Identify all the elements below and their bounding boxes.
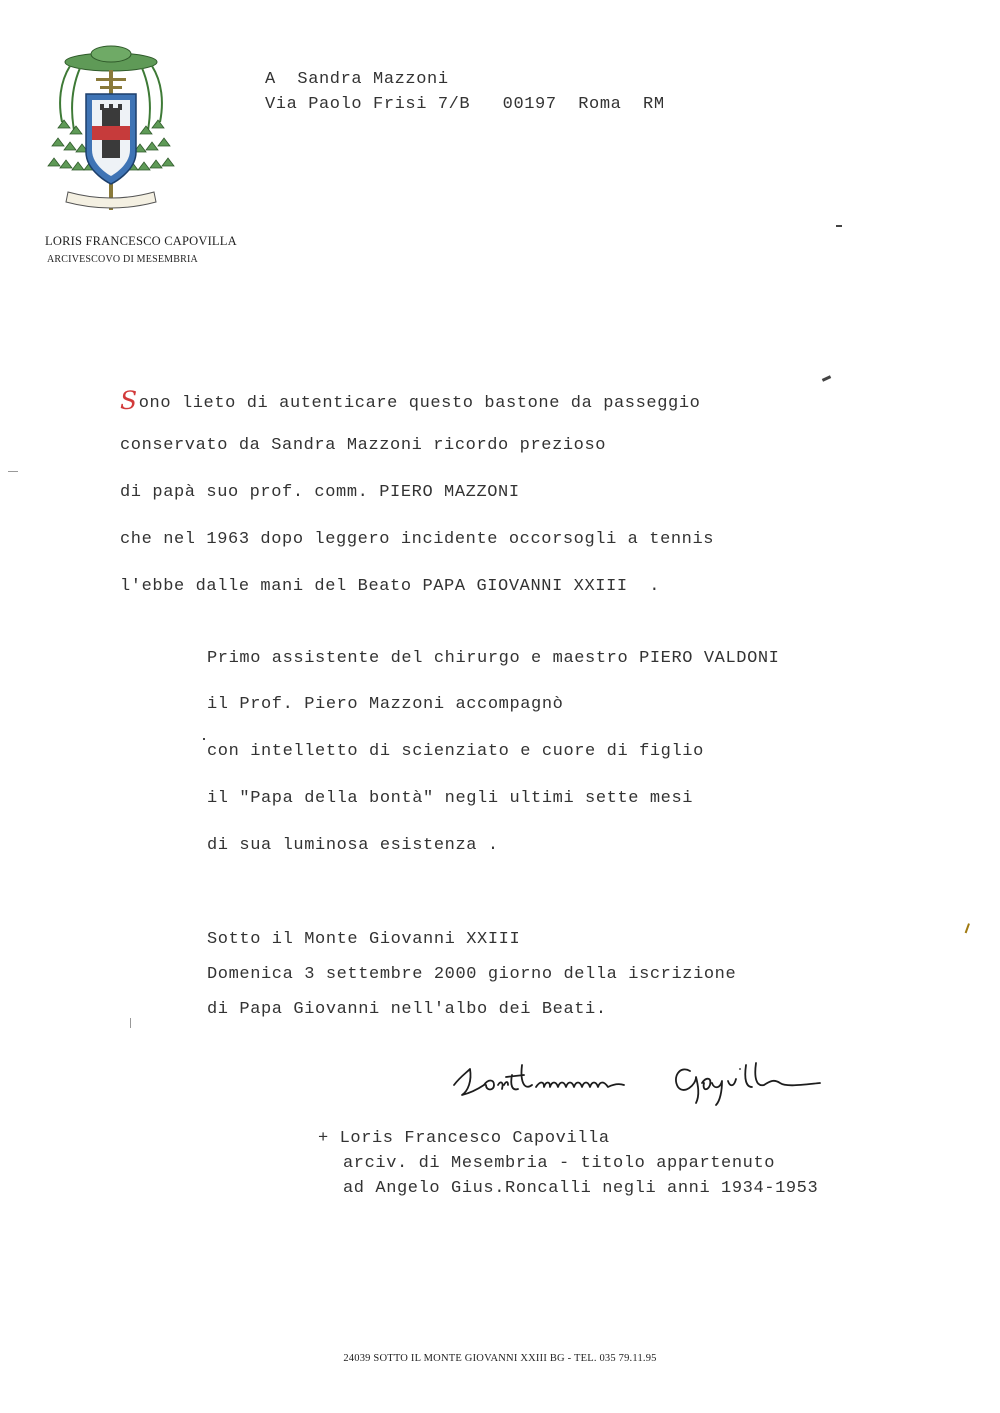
handwritten-signature (440, 1055, 840, 1113)
scan-mark (965, 923, 980, 937)
paragraph-line: di sua luminosa esistenza . (207, 836, 499, 855)
footer-address: 24039 SOTTO IL MONTE GIOVANNI XXIII BG - TEL. 035 79.11.95 (343, 1353, 657, 1364)
letterhead-title: ARCIVESCOVO DI MESEMBRIA (47, 254, 198, 265)
scan-mark (822, 375, 831, 382)
signature-note: ad Angelo Gius.Roncalli negli anni 1934-1953 (343, 1179, 819, 1198)
recipient-address: Via Paolo Frisi 7/B 00197 Roma RM (265, 95, 665, 114)
scan-mark (8, 471, 18, 472)
coat-of-arms-icon (40, 42, 182, 220)
letterhead-name: LORIS FRANCESCO CAPOVILLA (45, 234, 237, 248)
paragraph-line: il Prof. Piero Mazzoni accompagnò (207, 695, 564, 714)
scan-mark (203, 738, 205, 740)
body-line: che nel 1963 dopo leggero incidente occorsogli a tennis (120, 530, 715, 549)
dateline-occasion: di Papa Giovanni nell'albo dei Beati. (207, 1000, 607, 1019)
body-line: conservato da Sandra Mazzoni ricordo prezioso (120, 436, 607, 455)
scan-mark (836, 225, 842, 227)
body-line: di papà suo prof. comm. PIERO MAZZONI (120, 483, 520, 502)
body-line (120, 388, 700, 413)
dateline-place: Sotto il Monte Giovanni XXIII (207, 930, 521, 949)
paragraph-line: con intelletto di scienziato e cuore di figlio (207, 742, 704, 761)
recipient-name: A Sandra Mazzoni (265, 70, 449, 89)
paragraph-line: Primo assistente del chirurgo e maestro PIERO VALDONI (207, 649, 780, 668)
paragraph-line: il "Papa della bontà" negli ultimi sette mesi (207, 789, 694, 808)
body-line-text: ono lieto di autenticare questo bastone da passeggio (138, 394, 701, 413)
drop-cap: S (120, 386, 138, 415)
scan-mark (130, 1018, 131, 1028)
signature-name: + Loris Francesco Capovilla (318, 1129, 610, 1148)
signature-title: arciv. di Mesembria - titolo appartenuto (343, 1154, 776, 1173)
body-line: l'ebbe dalle mani del Beato PAPA GIOVANNI XXIII . (120, 577, 661, 596)
dateline-date: Domenica 3 settembre 2000 giorno della iscrizione (207, 965, 737, 984)
